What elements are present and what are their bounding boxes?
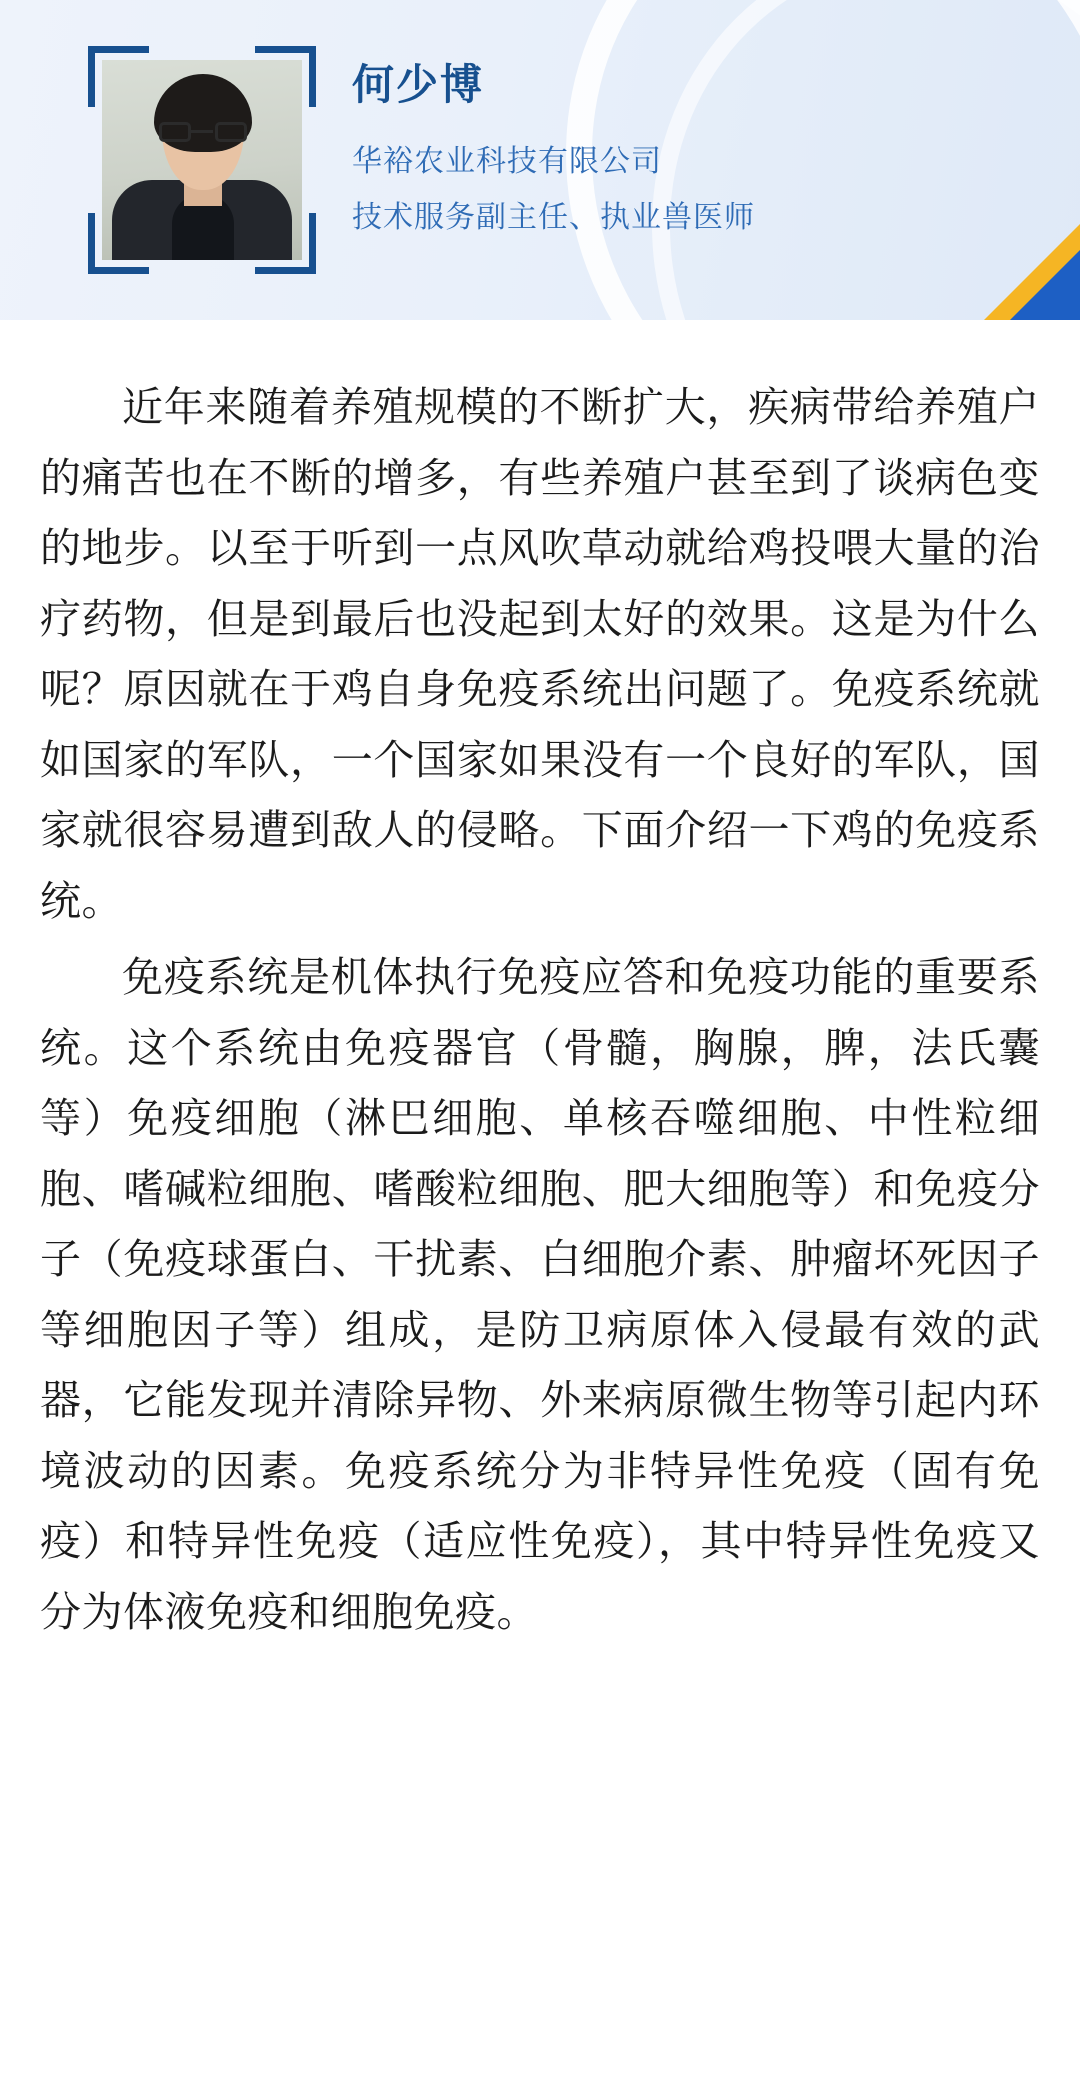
frame-bracket-bottom-right [255,213,316,274]
article-paragraph: 免疫系统是机体执行免疫应答和免疫功能的重要系统。这个系统由免疫器官（骨髓，胸腺，脾，法氏囊等）免疫细胞（淋巴细胞、单核吞噬细胞、中性粒细胞、嗜碱粒细胞、嗜酸粒细胞、肥大细胞等）和免疫分子（免疫球蛋白、干扰素、白细胞介素、肿瘤坏死因子等细胞因子等）组成，是防卫病原体入侵最有效的武器，它能发现并清除异物、外来病原微生物等引起内环境波动的因素。免疫系统分为非特异性免疫（固有免疫）和特异性免疫（适应性免疫），其中特异性免疫又分为体液免疫和细胞免疫。 [40,954,1040,1635]
article-paragraph: 近年来随着养殖规模的不断扩大，疾病带给养殖户的痛苦也在不断的增多，有些养殖户甚至到了谈病色变的地步。以至于听到一点风吹草动就给鸡投喂大量的治疗药物，但是到最后也没起到太好的效果。这是为什么呢？原因就在于鸡自身免疫系统出问题了。免疫系统就如国家的军队，一个国家如果没有一个良好的军队，国家就很容易遭到敌人的侵略。下面介绍一下鸡的免疫系统。 [40,384,1040,924]
corner-accent-blue [1010,250,1080,320]
author-name: 何少博 [352,61,485,108]
frame-bracket-bottom-left [88,213,149,274]
frame-bracket-top-right [255,46,316,107]
author-company: 华裕农业科技有限公司 [352,145,662,179]
author-header-card [0,0,1080,320]
frame-bracket-top-left [88,46,149,107]
author-title: 技术服务副主任、执业兽医师 [352,200,755,234]
article-body [0,320,1080,1713]
glasses-bridge [191,130,213,133]
author-photo-frame [88,46,316,274]
author-info [352,60,755,245]
